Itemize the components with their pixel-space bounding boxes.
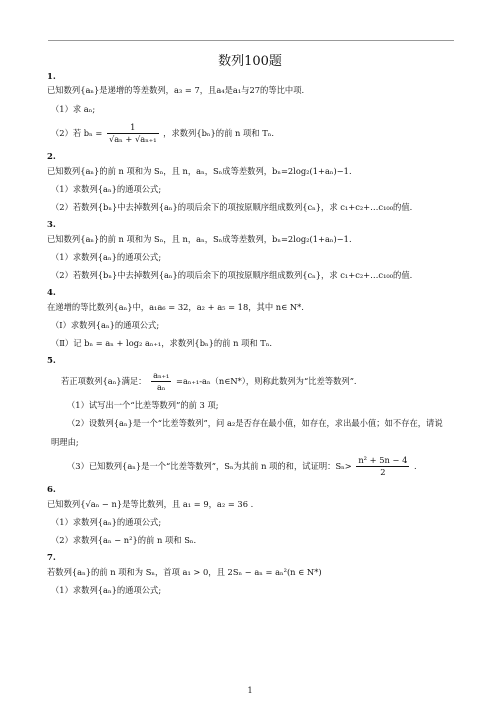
header-rule <box>48 40 454 41</box>
fraction-denominator: √aₙ + √aₙ₊₁ <box>108 134 157 145</box>
question-stem: 已知数列{aₙ}的前 n 项和为 Sₙ，且 n，aₙ，Sₙ成等差数列，bₙ=2log₂(1+aₙ)−1. <box>47 233 352 244</box>
question-number: 7. <box>47 553 56 564</box>
fraction-numerator: n² + 5n − 4 <box>356 455 409 467</box>
part-text: （3）已知数列{aₙ}是一个“比差等数列”，Sₙ为其前 n 项的和，试证明：Sₙ> <box>67 460 352 471</box>
question-number: 4. <box>47 288 56 299</box>
fraction-numerator: aₙ₊₁ <box>151 370 171 382</box>
fraction-numerator: 1 <box>107 122 159 134</box>
question-2 <box>47 152 457 213</box>
question-number: 6. <box>47 485 56 496</box>
question-part: （2）若数列{bₙ}中去掉数列{aₙ}的项后余下的项按原顺序组成数列{cₙ}，求 c₁+c₂+…c₁₀₀的值. <box>51 202 413 213</box>
question-part: （2）求数列{aₙ − n²}的前 n 项和 Sₙ. <box>51 534 197 545</box>
stem-text: =aₙ₊₁-aₙ（n∈N*），则称此数列为“比差等数列”. <box>176 375 357 386</box>
question-part: （Ⅱ）记 bₙ = aₙ + log₂ aₙ₊₁，求数列{bₙ}的前 n 项和 Tₙ. <box>51 338 273 349</box>
question-stem: 已知数列{√aₙ − n}是等比数列，且 a₁ = 9，a₂ = 36 . <box>47 498 254 509</box>
fraction <box>356 455 409 478</box>
question-part: （2）若数列{bₙ}中去掉数列{aₙ}的项后余下的项按原顺序组成数列{cₙ}，求 c₁+c₂+…c₁₀₀的值. <box>51 270 413 281</box>
question-part: （1）求数列{aₙ}的通项公式; <box>51 251 162 262</box>
part-text: . <box>414 460 417 471</box>
part-text: ，求数列{bₙ}的前 n 项和 Tₙ. <box>163 128 275 139</box>
question-part: （1）求数列{aₙ}的通项公式; <box>51 584 162 595</box>
question-stem: 已知数列{aₙ}的前 n 项和为 Sₙ，且 n，aₙ，Sₙ成等差数列，bₙ=2log₂(1+aₙ)−1. <box>47 165 352 176</box>
part-text: （2）若 bₙ = <box>51 128 105 139</box>
question-number: 3. <box>47 220 56 231</box>
question-part: （Ⅰ）求数列{aₙ}的通项公式; <box>51 319 160 330</box>
question-number: 5. <box>47 356 56 367</box>
stem-text: 若正项数列{aₙ}满足： <box>61 375 147 386</box>
question-part <box>47 122 457 145</box>
question-3 <box>47 220 457 281</box>
question-number: 1. <box>47 72 56 82</box>
page-title: 数列100题 <box>218 54 282 69</box>
question-4 <box>47 288 457 349</box>
fraction-denominator: aₙ <box>156 381 166 392</box>
question-stem: 若数列{aₙ}的前 n 项和为 Sₙ，首项 a₁ > 0，且 2Sₙ − aₙ = aₙ²(n ∈ N*) <box>47 566 322 577</box>
fraction <box>107 122 159 145</box>
question-part-continued: 明理由; <box>51 436 79 447</box>
question-number: 2. <box>47 152 56 163</box>
question-part: （1）求 aₙ; <box>51 103 96 114</box>
question-7 <box>47 553 457 596</box>
fraction-denominator: 2 <box>380 466 386 477</box>
question-1 <box>47 72 457 145</box>
question-6 <box>47 485 457 546</box>
question-part: （1）求数列{aₙ}的通项公式; <box>51 183 162 194</box>
question-part <box>47 455 457 478</box>
page-number: 1 <box>247 686 253 695</box>
question-part: （1）求数列{aₙ}的通项公式; <box>51 516 162 527</box>
question-stem <box>47 370 457 393</box>
fraction <box>151 370 171 393</box>
question-part: （1）试写出一个“比差等数列”的前 3 项; <box>67 400 219 411</box>
question-stem: 在递增的等比数列{aₙ}中，a₁a₆ = 32，a₂ + a₅ = 18，其中 n∈ N*. <box>47 301 304 312</box>
question-list <box>47 72 457 603</box>
question-part: （2）设数列{aₙ}是一个“比差等数列”，问 a₂是否存在最小值，如存在，求出最小值；如不存在，请说 <box>67 418 443 429</box>
question-stem: 已知数列{aₙ}是递增的等差数列，a₃ = 7，且a₄是a₁与27的等比中项. <box>47 85 305 96</box>
question-5 <box>47 356 457 478</box>
